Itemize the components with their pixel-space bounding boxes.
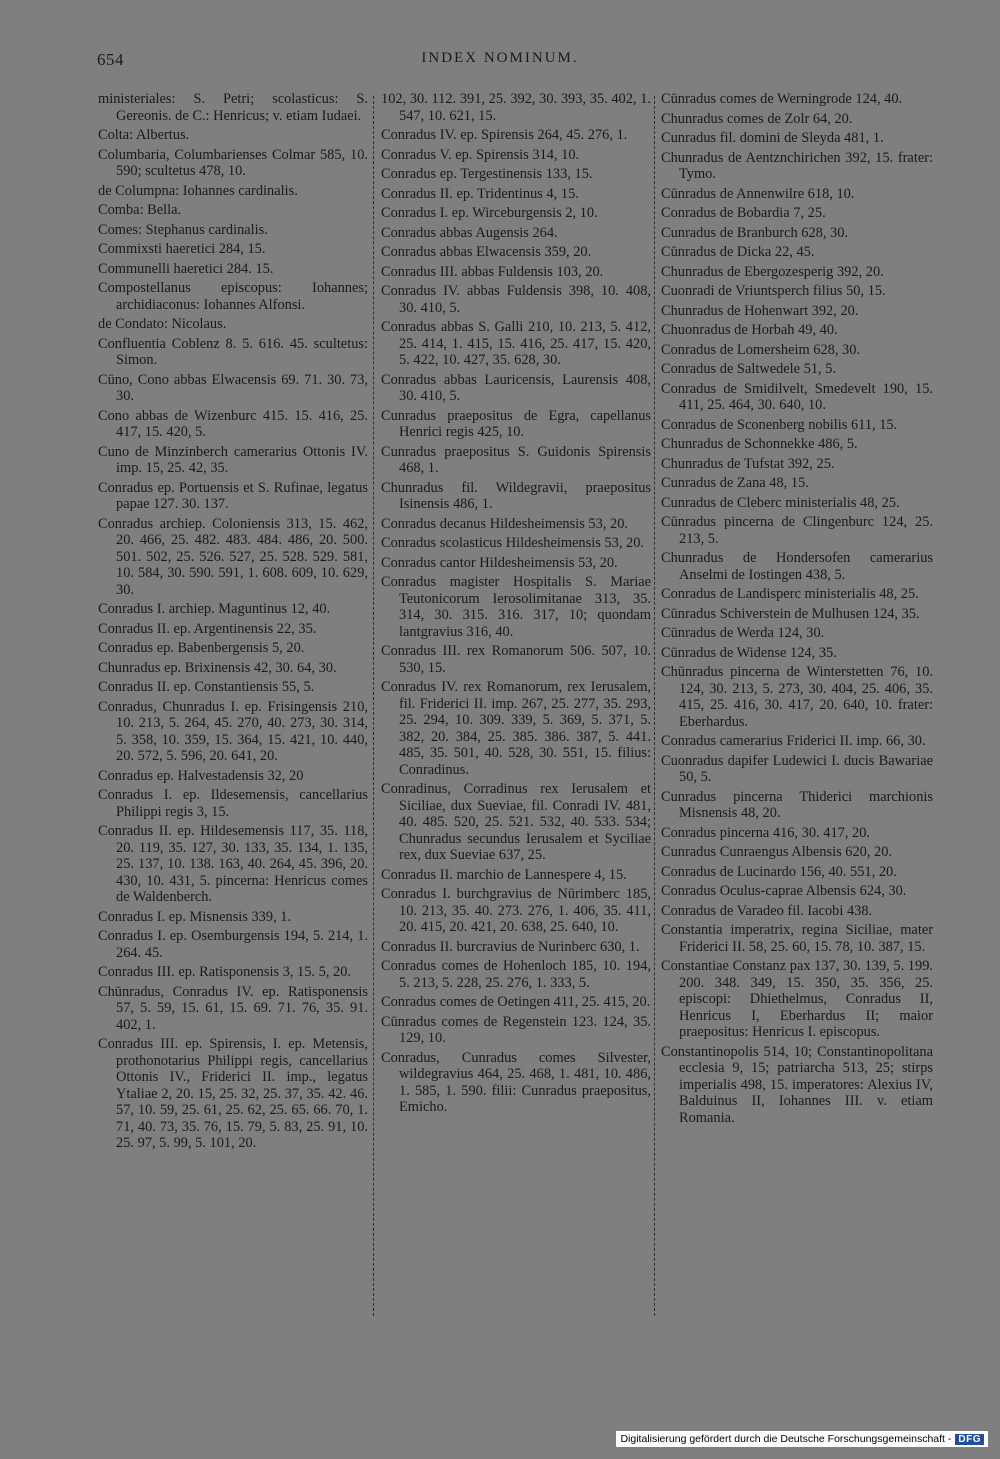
index-entry: Conradus III. ep. Ratisponensis 3, 15. 5, 20. — [98, 964, 352, 980]
index-entry: Conradus II. ep. Argentinensis 22, 35. — [98, 620, 317, 637]
index-entry: Conradus de Landisperc ministerialis 48, 25. — [661, 586, 919, 602]
index-entry: Cūnradus comes de Werningrode 124, 40. — [661, 91, 903, 107]
index-entry: Conradus II. burcravius de Nurinberc 630, 1. — [381, 938, 640, 955]
index-entry: Cuonradi de Vriuntsperch filius 50, 15. — [661, 283, 886, 299]
index-entry: Cuno de Minzinberch camerarius Ottonis IV. imp. 15, 25. 42, 35. — [98, 443, 368, 476]
index-entry: Conradus II. ep. Tridentinus 4, 15. — [381, 185, 579, 202]
index-entry: Conradus ep. Halvestadensis 32, 20 — [98, 767, 304, 784]
index-entry: Chūnradus pincerna de Winterstetten 76, 10. 124, 30. 213, 5. 273, 30. 404, 25. 406, 35. 415, 25. 416, 30. 417, 20. 640, 10. frater: Eberhardus. — [661, 664, 933, 730]
index-entry: Conradus III. abbas Fuldensis 103, 20. — [381, 263, 604, 280]
index-entry: Chunradus de Ebergozesperig 392, 20. — [661, 263, 884, 280]
index-entry: Cūnradus de Werda 124, 30. — [661, 625, 825, 641]
index-entry: Conradus II. marchio de Lannespere 4, 15. — [381, 866, 627, 883]
index-entry: Cunradus fil. domini de Sleyda 481, 1. — [661, 130, 884, 146]
index-entry: Chunradus ep. Brixinensis 42, 30. 64, 30. — [98, 659, 337, 676]
index-entry: Cūnradus pincerna de Clingenburc 124, 25. 213, 5. — [661, 514, 933, 547]
index-entry: Cunradus pincerna Thiderici marchionis Misnensis 48, 20. — [661, 788, 933, 821]
index-entry: Conradus IV. ep. Spirensis 264, 45. 276, 1. — [381, 127, 628, 143]
index-entry: Chunradus de Aentznchirichen 392, 15. frater: Tymo. — [661, 149, 933, 182]
index-entry: Conradus de Saltwedele 51, 5. — [661, 361, 837, 377]
index-entry: Conradus abbas S. Galli 210, 10. 213, 5. 412, 25. 414, 1. 415, 15. 416, 25. 417, 15. 420, 5. 422, 10. 427, 35. 628, 30. — [381, 319, 651, 368]
index-entry: Chunradus de Hondersofen camerarius Anselmi de Iostingen 438, 5. — [661, 550, 933, 583]
index-entry: Communelli haeretici 284. 15. — [98, 260, 274, 277]
index-entry: Conradus III. rex Romanorum 506. 507, 10. 530, 15. — [381, 643, 651, 676]
index-entry: Conradus V. ep. Spirensis 314, 10. — [381, 146, 580, 163]
index-entry: Conradus, Chunradus I. ep. Frisingensis 210, 10. 213, 5. 264, 45. 270, 40. 273, 30. 314, 5. 358, 10. 359, 15. 364, 15. 421, 10. 440, 20. 572, 5. 596, 20. 641, 20. — [98, 698, 368, 764]
index-entry: Conradus I. ep. Osemburgensis 194, 5. 214, 1. 264. 45. — [98, 928, 368, 961]
index-entry: Comes: Stephanus cardinalis. — [98, 221, 268, 238]
column-rule — [373, 96, 374, 1316]
index-entry: Cūnradus de Widense 124, 35. — [661, 644, 837, 661]
index-entry: 102, 30. 112. 391, 25. 392, 30. 393, 35. 402, 1. 547, 10. 621, 15. — [381, 91, 651, 124]
index-entry: Conradus comes de Oetingen 411, 25. 415, 20. — [381, 994, 651, 1010]
index-entry: Conradus comes de Hohenloch 185, 10. 194, 5. 213, 5. 228, 25. 276, 1. 333, 5. — [381, 958, 651, 991]
index-entry: Conradus pincerna 416, 30. 417, 20. — [661, 824, 871, 841]
index-entry: Conradus IV. rex Romanorum, rex Ierusalem, fil. Friderici II. imp. 267, 25. 277, 35. 293, 25. 294, 10. 309. 339, 5. 369, 5. 371, 5. 382, 20. 384, 25. 385. 386. 387, 5. 441. 485, 35. 501, 40. 528, 30. 551, 15. filius: Conradinus. — [381, 679, 651, 778]
index-entry: Conradus abbas Elwacensis 359, 20. — [381, 244, 592, 260]
index-entry: Conradus archiep. Coloniensis 313, 15. 462, 20. 466, 25. 482. 483. 484. 486, 20. 500. 501. 502, 25. 526. 527, 25. 528. 529. 581, 10. 584, 30. 590. 591, 1. 608. 609, 10. 629, 30. — [98, 515, 368, 598]
index-entry: Conradus I. ep. Ildesemensis, cancellarius Philippi regis 3, 15. — [98, 787, 368, 820]
index-entry: Chunradus comes de Zolr 64, 20. — [661, 110, 853, 127]
index-entry: Cunradus praepositus S. Guidonis Spirensis 468, 1. — [381, 443, 651, 476]
index-entry: Cunradus de Branburch 628, 30. — [661, 224, 849, 241]
index-entry: Conradus I. archiep. Maguntinus 12, 40. — [98, 601, 331, 617]
index-entry: Conradus II. ep. Constantiensis 55, 5. — [98, 679, 315, 695]
index-entry: Conradus de Smidilvelt, Smedevelt 190, 15. 411, 25. 464, 30. 640, 10. — [661, 380, 933, 413]
index-entry: Cunradus de Cleberc ministerialis 48, 25. — [661, 494, 900, 511]
index-entry: de Condato: Nicolaus. — [98, 316, 227, 332]
index-entry: Conradus II. ep. Hildesemensis 117, 35. 118, 20. 119, 35. 127, 30. 133, 35. 134, 1. 135, 25. 137, 10. 138. 163, 40. 264, 45. 396, 20. 430, 10. 431, 5. pincerna: Henricus comes de Waldenberch. — [98, 823, 368, 905]
index-entry: Constantiae Constanz pax 137, 30. 139, 5. 199. 200. 348. 349, 15. 350, 35. 356, 25. episcopi: Dhiethelmus, Conradus II, Henricus I, Eberhardus II; maior praepositus: Henricus I. episcopus. — [661, 958, 933, 1040]
column-rule — [654, 96, 655, 1316]
index-entry: Cūnradus de Annenwilre 618, 10. — [661, 185, 855, 202]
index-entry: Chunradus de Schonnekke 486, 5. — [661, 436, 858, 452]
index-entry: Conradus de Sconenberg nobilis 611, 15. — [661, 416, 898, 433]
digitization-footer — [616, 1431, 988, 1447]
index-entry: Conradus Oculus-caprae Albensis 624, 30. — [661, 883, 907, 899]
index-entry: Colta: Albertus. — [98, 127, 190, 143]
index-entry: ministeriales: S. Petri; scolasticus: S. Gereonis. de C.: Henricus; v. etiam Iudaei. — [98, 91, 368, 124]
index-entry: Conradus I. burchgravius de Nūrimberc 185, 10. 213, 35. 40. 273. 276, 1. 406, 35. 411, 20. 415, 20. 421, 20. 638, 25. 640, 10. — [381, 886, 651, 935]
index-entry: Conradus ep. Portuensis et S. Rufinae, legatus papae 127. 30. 137. — [98, 479, 368, 512]
index-entry: Cono abbas de Wizenburc 415. 15. 416, 25. 417, 15. 420, 5. — [98, 407, 368, 440]
index-entry: Conradus scolasticus Hildesheimensis 53, 20. — [381, 535, 645, 551]
dfg-logo: DFG — [955, 1434, 984, 1445]
index-entry: Cūnradus de Dicka 22, 45. — [661, 244, 815, 260]
index-entry: Commixsti haeretici 284, 15. — [98, 241, 266, 257]
index-entry: Conradus abbas Augensis 264. — [381, 224, 558, 241]
index-entry: de Columpna: Iohannes cardinalis. — [98, 182, 298, 199]
index-entry: Chūnradus, Conradus IV. ep. Ratisponensis 57, 5. 59, 15. 61, 15. 69. 71. 76, 35. 91. 402, 1. — [98, 983, 368, 1033]
index-entry: Cūnradus comes de Regenstein 123. 124, 35. 129, 10. — [381, 1013, 651, 1046]
index-entry: Conradus III. ep. Spirensis, I. ep. Metensis, prothonotarius Philippi regis, cancellarius Ottonis IV., Friderici II. imp., legatus Ytaliae 2, 20. 15, 25. 32, 25. 37, 35. 42. 46. 57, 10. 59, 25. 61, 25. 62, 25. 65. 66. 70, 1. 71, 40. 73, 35. 76, 15. 79, 5. 83, 25. 91, 10. 25. 97, 5. 99, 5. 101, 20. — [98, 1036, 368, 1151]
index-entry: Conradus, Cunradus comes Silvester, wildegravius 464, 25. 468, 1. 481, 10. 486, 1. 585, 1. 590. filii: Cunradus praepositus, Emicho. — [381, 1049, 651, 1115]
index-entry: Compostellanus episcopus: Iohannes; archidiaconus: Iohannes Alfonsi. — [98, 280, 368, 313]
index-entry: Conradus decanus Hildesheimensis 53, 20. — [381, 515, 629, 532]
index-entry: Conradus IV. abbas Fuldensis 398, 10. 408, 30. 410, 5. — [381, 283, 651, 316]
index-entry: Chunradus de Hohenwart 392, 20. — [661, 302, 859, 319]
index-column-2 — [381, 91, 651, 1119]
index-entry: Conradus de Varadeo fil. Iacobi 438. — [661, 902, 873, 919]
index-column-3 — [661, 91, 933, 1129]
footer-text: Digitalisierung gefördert durch die Deutsche Forschungsgemeinschaft - — [620, 1433, 952, 1445]
index-entry: Conradus camerarius Friderici II. imp. 66, 30. — [661, 733, 926, 749]
index-entry: Conradus I. ep. Misnensis 339, 1. — [98, 908, 292, 925]
index-entry: Columbaria, Columbarienses Colmar 585, 10. 590; scultetus 478, 10. — [98, 146, 368, 179]
index-entry: Conradus cantor Hildesheimensis 53, 20. — [381, 554, 618, 571]
index-entry: Confluentia Coblenz 8. 5. 616. 45. scultetus: Simon. — [98, 335, 368, 368]
index-entry: Conradus de Lomersheim 628, 30. — [661, 341, 861, 358]
index-entry: Conradinus, Corradinus rex Ierusalem et Siciliae, dux Sueviae, fil. Conradi IV. 481, 40. 485. 520, 25. 521. 532, 40. 533. 534; Chunradus secundus Ierusalem et Syciliae rex, dux Sueviae 637, 25. — [381, 781, 651, 863]
index-entry: Cuonradus dapifer Ludewici I. ducis Bawariae 50, 5. — [661, 752, 933, 785]
index-entry: Cunradus praepositus de Egra, capellanus Henrici regis 425, 10. — [381, 407, 651, 440]
index-entry: Chunradus fil. Wildegravii, praepositus Isinensis 486, 1. — [381, 479, 651, 512]
index-entry: Comba: Bella. — [98, 202, 182, 218]
index-entry: Chuonradus de Horbah 49, 40. — [661, 322, 838, 338]
index-entry: Cūnradus Schiverstein de Mulhusen 124, 35. — [661, 605, 920, 622]
page-title: INDEX NOMINUM. — [421, 50, 579, 66]
index-entry: Conradus ep. Tergestinensis 133, 15. — [381, 166, 593, 182]
index-entry: Cūno, Cono abbas Elwacensis 69. 71. 30. 73, 30. — [98, 371, 368, 404]
index-entry: Chunradus de Tufstat 392, 25. — [661, 455, 835, 472]
index-entry: Cunradus Cunraengus Albensis 620, 20. — [661, 844, 893, 860]
index-entry: Conradus I. ep. Wirceburgensis 2, 10. — [381, 205, 598, 221]
page-number: 654 — [97, 50, 124, 69]
index-entry: Conradus ep. Babenbergensis 5, 20. — [98, 640, 305, 656]
index-entry: Cunradus de Zana 48, 15. — [661, 475, 809, 491]
index-entry: Conradus de Bobardia 7, 25. — [661, 205, 826, 221]
index-entry: Constantia imperatrix, regina Siciliae, mater Friderici II. 58, 25. 60, 15. 78, 10. 387, 15. — [661, 922, 933, 955]
index-entry: Constantinopolis 514, 10; Constantinopolitana ecclesia 9, 15; patriarcha 513, 25; stirps imperialis 498, 15. imperatores: Alexius IV, Balduinus II, Iohannes III. v. etiam Romania. — [661, 1043, 933, 1126]
index-entry: Conradus magister Hospitalis S. Mariae Teutonicorum Ierosolimitanae 313, 35. 314, 30. 315. 316. 317, 10; quondam lantgravius 316, 40. — [381, 574, 651, 640]
index-column-1 — [98, 91, 368, 1155]
index-entry: Conradus de Lucinardo 156, 40. 551, 20. — [661, 863, 897, 880]
index-entry: Conradus abbas Lauricensis, Laurensis 408, 30. 410, 5. — [381, 371, 651, 404]
